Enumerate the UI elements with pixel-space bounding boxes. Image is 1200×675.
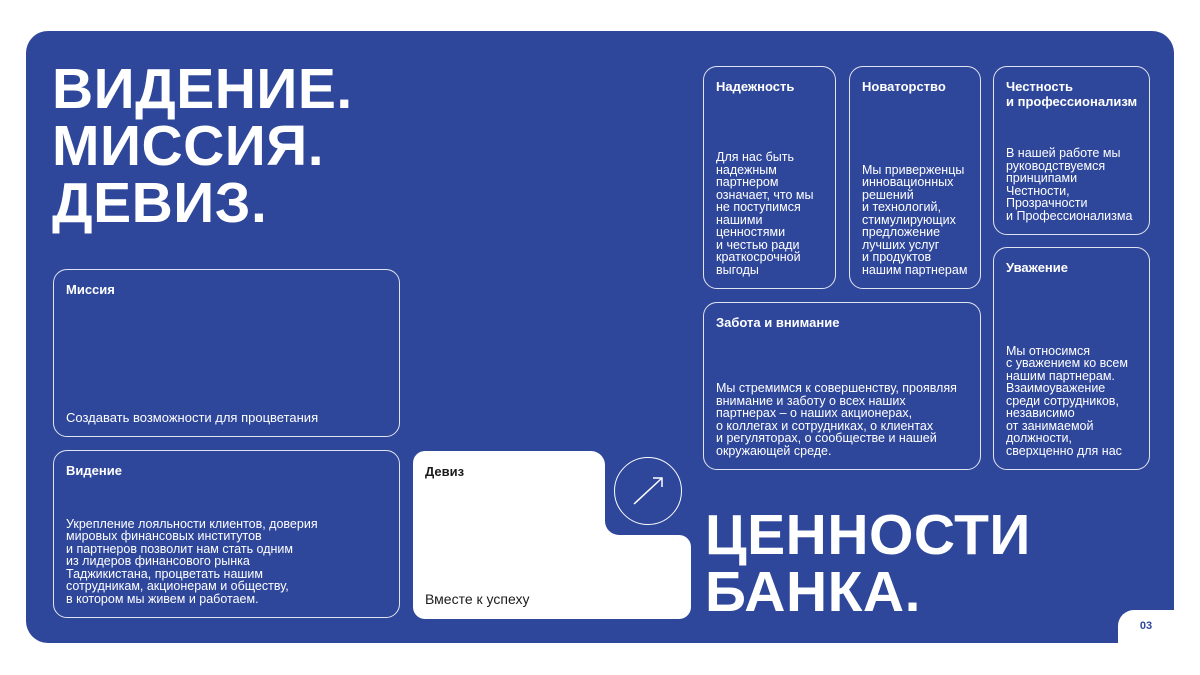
value-card-innovation: [849, 66, 981, 289]
mission-title: Миссия: [66, 282, 115, 297]
page-title: [52, 57, 353, 235]
page-title-line: ВИДЕНИЕ.: [52, 57, 353, 121]
mission-text: Создавать возможности для процветания: [66, 409, 319, 425]
value-text-innovation: Мы приверженцы инновационных решений и технологий, стимулирующих предложение лучших услуг и продуктов нашим партнерам: [862, 162, 968, 277]
value-title-reliability: Надежность: [716, 79, 795, 94]
values-title-line: ЦЕННОСТИ: [705, 503, 1031, 567]
page-number: 03: [1139, 620, 1153, 632]
value-text-care: Мы стремимся к совершенству, проявляя внимание и заботу о всех наших партнерах – о наших акционерах, о коллегах и сотрудниках, о клиентах и регуляторах, о сообществе и нашей окружающей среде.: [716, 381, 957, 458]
page-title-line: МИССИЯ.: [52, 114, 325, 178]
page-title-line: ДЕВИЗ.: [52, 171, 268, 235]
value-title-honesty: Честность и профессионализм: [1006, 79, 1138, 109]
value-title-care: Забота и внимание: [716, 315, 840, 330]
value-card-respect: [993, 247, 1150, 470]
motto-text: Вместе к успеху: [425, 591, 530, 607]
vision-text: Укрепление лояльности клиентов, доверия мировых финансовых институтов и партнеров позволит нам стать одним из лидеров финансового рынка Таджикистана, процветать нашим сотрудникам, акционерам и обществу, в котором мы живем и работаем.: [66, 516, 318, 606]
vision-card: [53, 450, 400, 618]
value-card-honesty: [993, 66, 1150, 235]
values-title-line: БАНКА.: [705, 560, 921, 624]
value-card-care: [703, 302, 981, 470]
mission-card: [53, 269, 400, 437]
value-card-reliability: [703, 66, 836, 289]
arrow-button[interactable]: [614, 457, 682, 525]
value-text-reliability: Для нас быть надежным партнером означает, что мы не поступимся нашими ценностями и честью ради краткосрочной выгоды: [716, 150, 814, 277]
vision-title: Видение: [66, 463, 122, 478]
value-title-innovation: Новаторство: [862, 79, 946, 94]
motto-title: Девиз: [425, 464, 465, 479]
value-text-honesty: В нашей работе мы руководствуемся принципами Честности, Прозрачности и Профессионализма: [1006, 146, 1133, 223]
value-title-respect: Уважение: [1006, 260, 1068, 275]
values-title: [705, 503, 1031, 624]
arrow-up-right-icon: [615, 458, 681, 524]
value-text-respect: Мы относимся с уважением ко всем нашим партнерам. Взаимоуважение среди сотрудников, независимо от занимаемой должности, сверхценно для нас: [1006, 343, 1128, 458]
